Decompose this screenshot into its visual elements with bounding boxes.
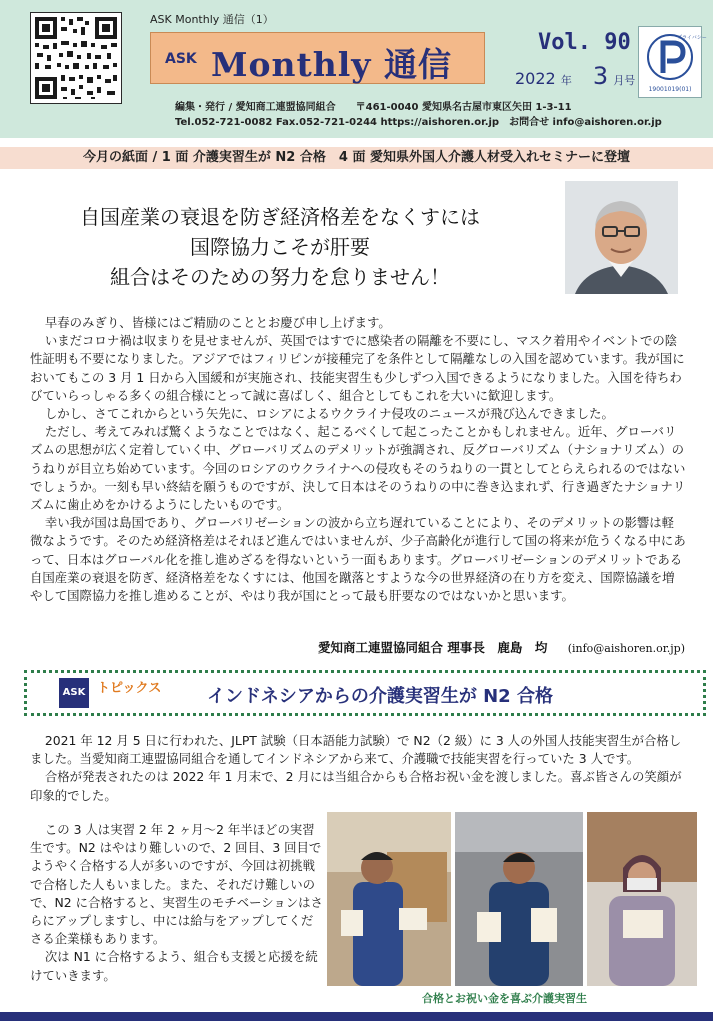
newsletter-title-box [150, 32, 485, 84]
title-ask: ASK [165, 51, 197, 67]
issue-month-unit: 月号 [613, 74, 636, 87]
privacy-mark-icon [639, 27, 707, 97]
paragraph: ただし、考えてみれば驚くようなことではなく、起こるべくして起こったことかもしれません。近年、グローバリズムの思想が広く定着していく中、グローバリズムのデメリットが強調され、反グローバリズム（ナショナリズム）のうねりが目立ち始めています。今回のロシアのウクライナへの侵攻もそのうねりの一貫としてとらえられるのではないでしょうか。一刻も早い終結を願うものですが、決して日本はそのうねりの中に巻き込まれず、行き過ぎたナショナリズムに歯止めをかけるようにしたいものです。 [30, 424, 686, 513]
topic-article [30, 732, 686, 805]
signature-name: 愛知商工連盟協同組合 理事長 鹿島 均 [318, 640, 548, 655]
paragraph: いまだコロナ禍は収まりを見せませんが、英国ではすでに感染者の隔離を不要にし、マスク着用やイベントでの陰性証明も不要になりました。アジアではフィリピンが接種完了を条件として隔離なしの入国を認めています。我が国においてもこの 3 月 1 日から入国緩和が実施され、技能実習生も少しずつ入国できるようになりました。入国を待ちわびていらっしゃる多くの組合様にとって誠に喜ばしく、組合としてもこれを大いに歓迎します。 [30, 333, 685, 403]
paragraph: 幸い我が国は島国であり、グローバリゼーションの波から立ち遅れていることにより、そのデメリットの影響は軽微なようです。そのため経済格差はそれほど進んではいませんが、少子高齢化が進行して国の将来が危うくなる中にあって、日本はグローバル化を推し進めざるを得ないという一面もあります。グローバリゼーションのデメリットである自国産業の衰退を防ぎ、経済格差をなくすには、他国を蹴落とすような今の世界経済の在り方を変え、国際協議を増やして国際協力を推し進めることが、やはり我が国にとって最も肝要なのではないかと思います。 [30, 515, 686, 604]
issue-month: 3 [592, 62, 609, 90]
trainee-photo-3 [587, 812, 697, 986]
topics-banner [24, 670, 706, 716]
headline-line-3: 組合はそのための努力を怠りません！ [110, 265, 450, 289]
topics-tag: トピックス [97, 681, 162, 696]
paragraph: 2021 年 12 月 5 日に行われた、JLPT 試験（日本語能力試験）で N2（2 級）に 3 人の外国人技能実習生が合格しました。当愛知商工連盟協同組合を通してインドネシアから来て、介護職で技能実習を行っていた 3 人です。 [30, 733, 682, 767]
privacy-mark-label: プライバシー [677, 35, 707, 41]
signature [318, 638, 685, 656]
portrait-photo [565, 181, 678, 294]
masthead [0, 0, 713, 138]
publisher-info: 編集・発行 / 愛知商工連盟協同組合 〒461-0040 愛知県名古屋市東区矢田 1-3-11 [175, 102, 572, 113]
qr-code-icon [31, 13, 121, 103]
signature-email[interactable]: (info@aishoren.or.jp) [567, 642, 685, 655]
qr-code[interactable] [30, 12, 122, 104]
paragraph: この 3 人は実習 2 年 2 ヶ月〜2 年半ほどの実習生です。N2 はやはり難しいので、2 回目、3 回目でようやく合格する人が多いのですが、今回は初挑戦で合格した人もいました。また、それだけ難しいので、N2 に合格すると、実習生のモチベーションはさらにアップしますし、中には給与をアップしてくださる企業様もあります。 [30, 822, 323, 947]
trainee-photo-2 [455, 812, 583, 986]
headline-line-1: 自国産業の衰退を防ぎ経済格差をなくすには [80, 205, 480, 229]
newsletter-title [211, 39, 452, 86]
chairman-portrait [565, 181, 678, 294]
paragraph: しかし、さてこれからという矢先に、ロシアによるウクライナ侵攻のニュースが飛び込んできました。 [44, 406, 614, 422]
contact-info: Tel.052-721-0082 Fax.052-721-0244 https://aishoren.or.jp お問合せ info@aishoren.or.jp [175, 117, 662, 128]
issue-label: ASK Monthly 通信（1） [150, 13, 274, 26]
headline-line-2: 国際協力こそが肝要 [190, 235, 370, 259]
volume-number: Vol. 90 [538, 30, 631, 55]
photo-caption: 合格とお祝い金を喜ぶ介護実習生 [422, 992, 587, 1005]
chairman-message [30, 314, 686, 605]
privacy-mark [638, 26, 707, 98]
topic-article-column [30, 821, 324, 985]
issue-year: 2022 [515, 69, 556, 88]
title-monthly: Monthly [211, 45, 372, 84]
title-tsushin: 通信 [383, 45, 452, 84]
issue-year-unit: 年 [560, 74, 572, 87]
trainee-photo-1 [327, 812, 451, 986]
privacy-mark-number: 19001019(01) [648, 86, 692, 93]
issue-date [515, 62, 635, 90]
paragraph: 早春のみぎり、皆様にはご精励のこととお慶び申し上げます。 [44, 315, 391, 330]
main-headline [20, 202, 540, 292]
table-of-contents: 今月の紙面 / 1 面 介護実習生が N2 合格 4 面 愛知県外国人介護人材受入れセミナーに登壇 [0, 147, 713, 169]
paragraph: 合格が発表されたのは 2022 年 1 月末で、2 月には当組合からも合格お祝い金を渡しました。喜ぶ皆さんの笑顔が印象的でした。 [30, 769, 682, 803]
ask-logo: ASK [59, 678, 89, 708]
footer-band [0, 1012, 713, 1021]
paragraph: 次は N1 に合格するよう、組合も支援と応援を続けていきます。 [30, 949, 318, 983]
topics-title: インドネシアからの介護実習生が N2 合格 [207, 686, 553, 707]
